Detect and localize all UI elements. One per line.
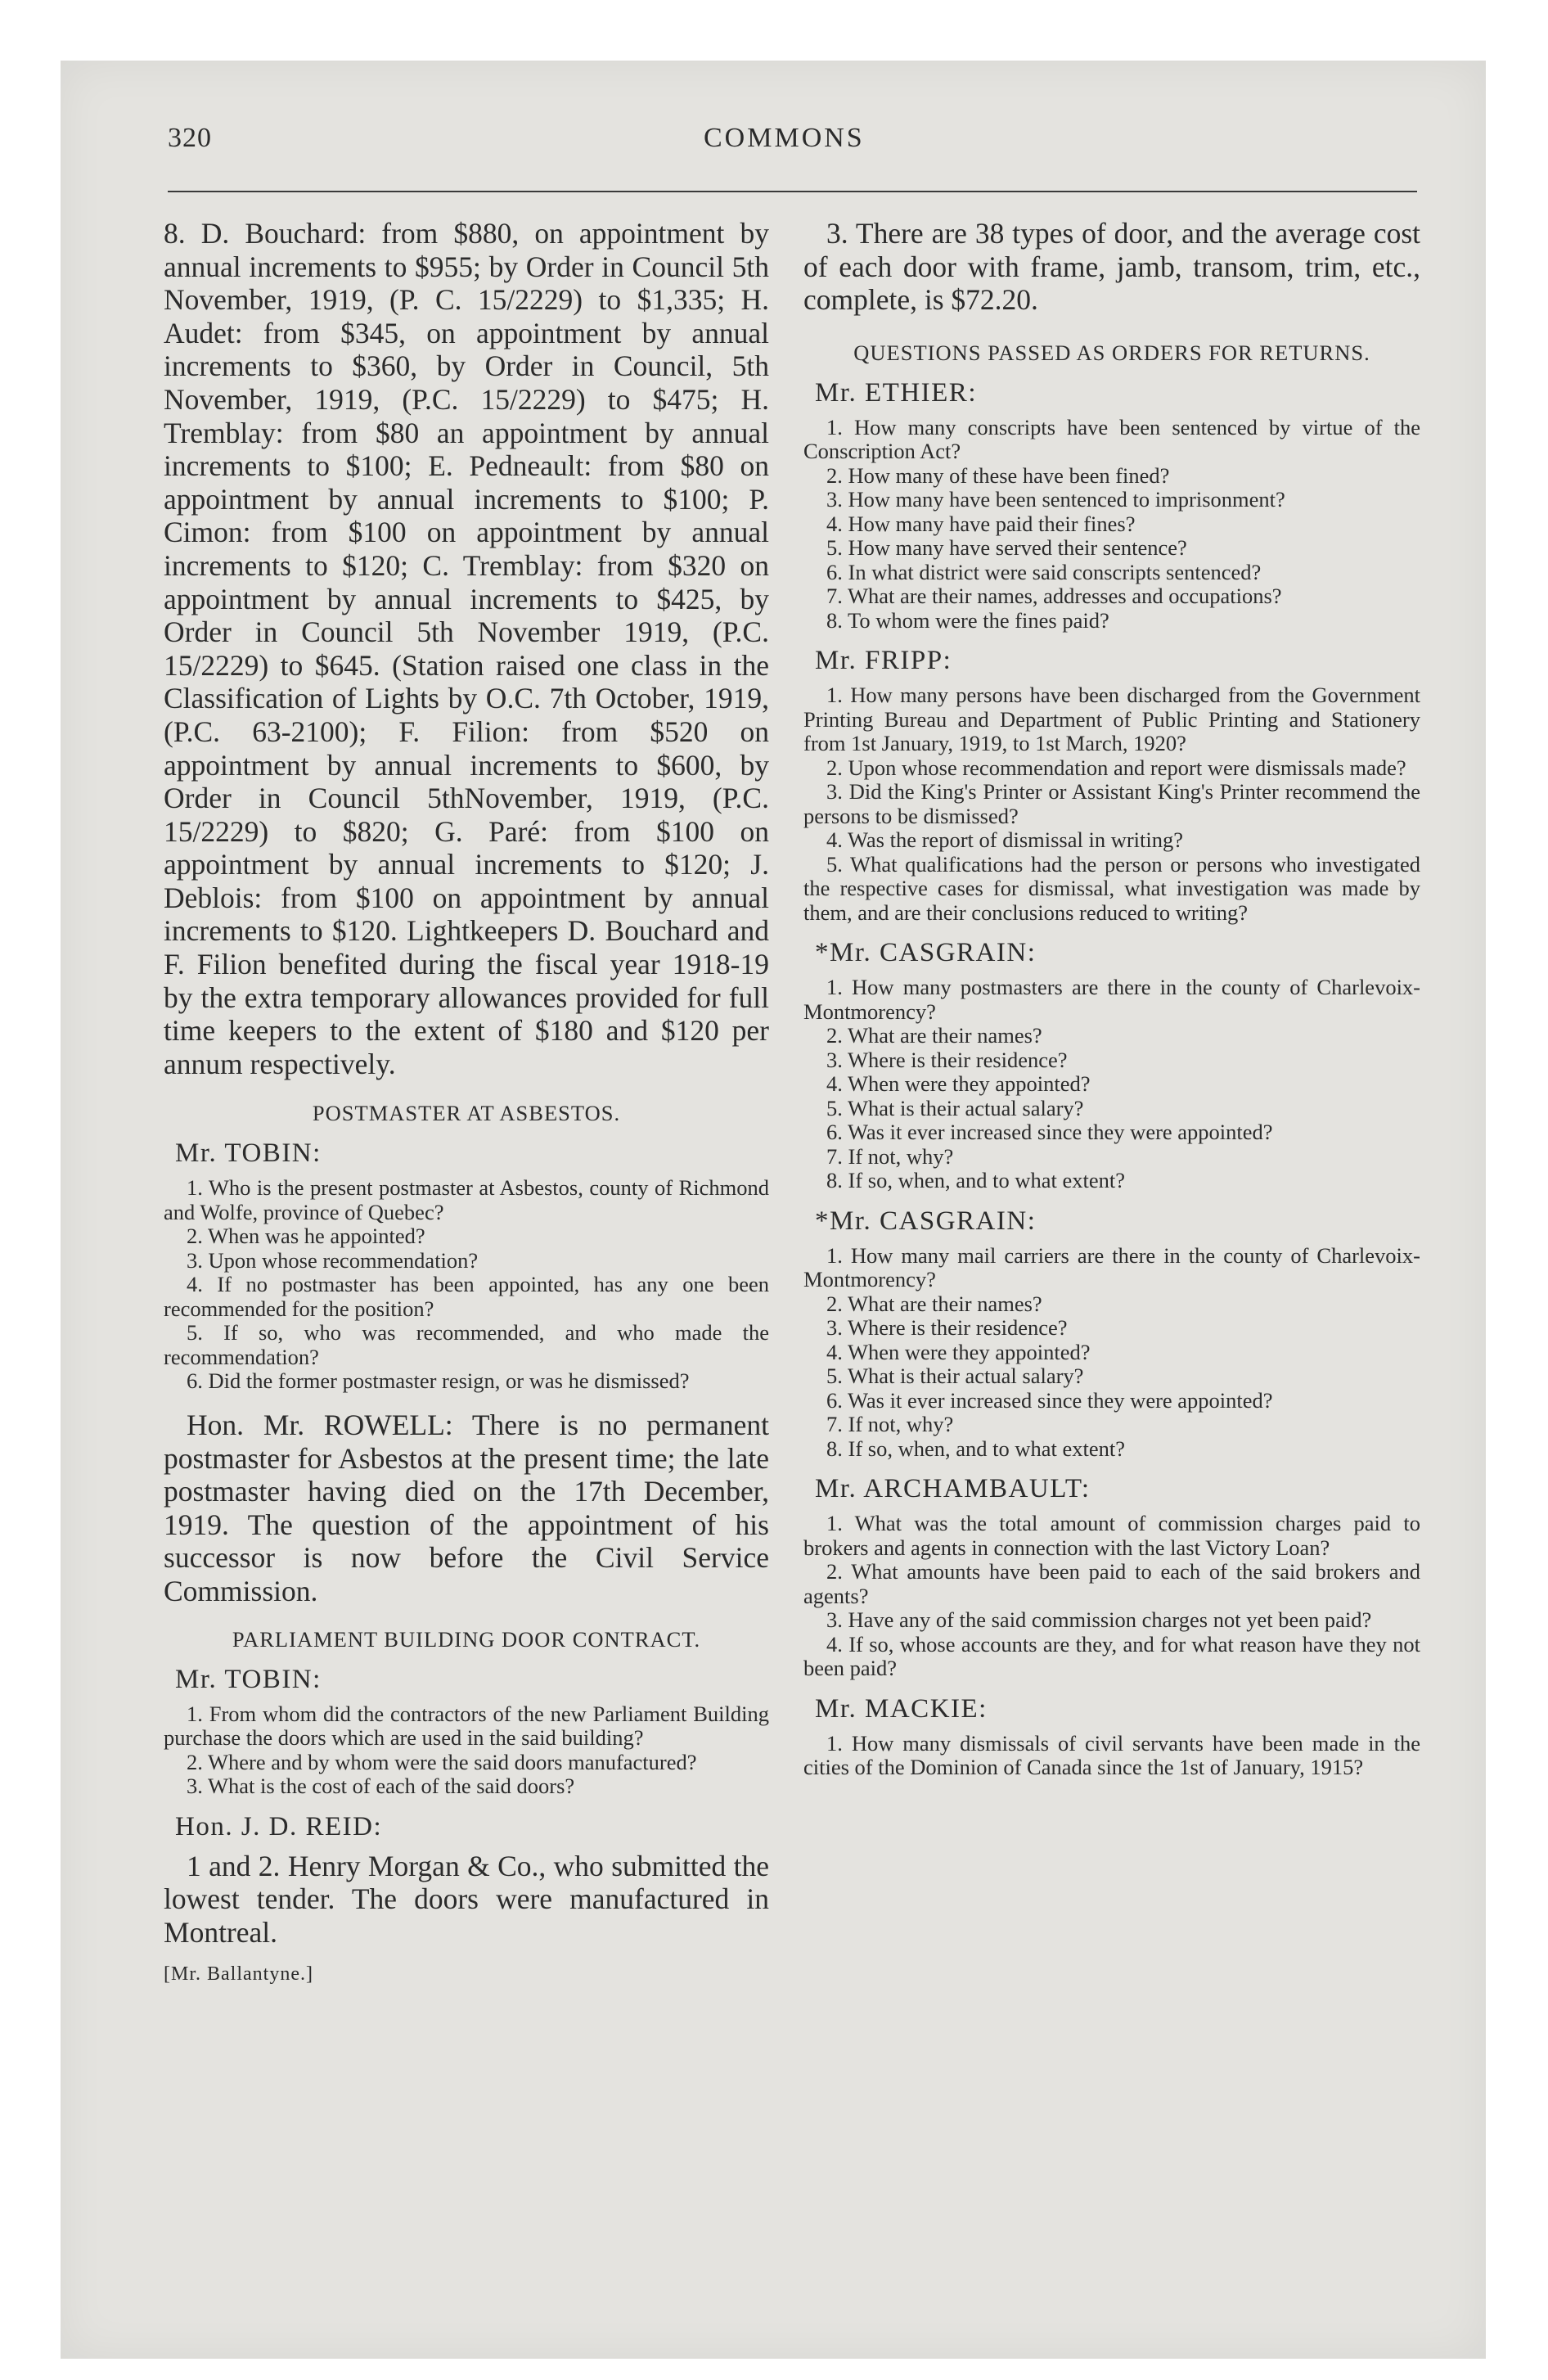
section-heading-door-contract: PARLIAMENT BUILDING DOOR CONTRACT. bbox=[232, 1626, 701, 1652]
speaker-tobin-2: Mr. TOBIN: bbox=[175, 1664, 322, 1694]
question: 1. What was the total amount of commission charges paid to brokers and agents in connection with the last Victory Loan? bbox=[803, 1511, 1420, 1560]
question: 3. Have any of the said commission charges not yet been paid? bbox=[826, 1607, 1372, 1633]
question: 2. How many of these have been fined? bbox=[826, 462, 1170, 488]
question: 8. If so, when, and to what extent? bbox=[826, 1168, 1126, 1193]
question-list-mackie bbox=[803, 1732, 1420, 1780]
question: 6. Was it ever increased since they were appointed? bbox=[826, 1120, 1273, 1145]
speaker-casgrain-2: *Mr. CASGRAIN: bbox=[815, 1206, 1037, 1236]
question: 5. What is their actual salary? bbox=[826, 1095, 1084, 1120]
question: 1. How many mail carriers are there in the county of Charlevoix-Montmorency? bbox=[803, 1242, 1420, 1292]
question: 2. What amounts have been paid to each of the said brokers and agents? bbox=[803, 1559, 1420, 1608]
question-list-doors bbox=[164, 1702, 769, 1799]
section-heading-orders-for-returns: QUESTIONS PASSED AS ORDERS FOR RETURNS. bbox=[853, 340, 1370, 365]
question: 3. How many have been sentenced to imprisonment? bbox=[826, 487, 1285, 512]
question: 3. Upon whose recommendation? bbox=[187, 1247, 479, 1273]
speaker-fripp: Mr. FRIPP: bbox=[815, 646, 952, 676]
question: 4. If no postmaster has been appointed, has any one been recommended for the position? bbox=[164, 1272, 769, 1321]
question: 5. What qualifications had the person or persons who investigated the respective cases for dismissal, what investigation was made by them, and are their conclusions reduced to writing? bbox=[803, 851, 1420, 925]
speaker-casgrain: *Mr. CASGRAIN: bbox=[815, 938, 1037, 968]
question-list-casgrain-carriers bbox=[803, 1244, 1420, 1462]
question: 2. What are their names? bbox=[826, 1291, 1042, 1316]
question: 7. If not, why? bbox=[826, 1412, 954, 1437]
question: 4. If so, whose accounts are they, and for what reason have they not been paid? bbox=[803, 1631, 1420, 1681]
question: 6. Did the former postmaster resign, or was he dismissed? bbox=[187, 1368, 690, 1394]
question: 7. What are their names, addresses and occupations? bbox=[826, 584, 1282, 609]
question: 1. How many conscripts have been sentenced by virtue of the Conscription Act? bbox=[803, 414, 1420, 464]
question: 8. If so, when, and to what extent? bbox=[826, 1436, 1126, 1461]
question: 1. How many persons have been discharged from the Government Printing Bureau and Department of Public Printing and Stationery from 1st January, 1919, to 1st March, 1920? bbox=[803, 683, 1420, 756]
question: 3. Where is their residence? bbox=[826, 1047, 1068, 1072]
speaker-ethier: Mr. ETHIER: bbox=[815, 377, 977, 408]
question: 2. When was he appointed? bbox=[187, 1224, 425, 1249]
question: 6. Was it ever increased since they were appointed? bbox=[826, 1387, 1273, 1413]
question: 4. When were they appointed? bbox=[826, 1339, 1091, 1364]
question: 6. In what district were said conscripts sentenced? bbox=[826, 559, 1262, 584]
question: 3. Where is their residence? bbox=[826, 1315, 1068, 1341]
question: 1. From whom did the contractors of the new Parliament Building purchase the doors which are used in the said building? bbox=[164, 1701, 769, 1750]
question: 5. What is their actual salary? bbox=[826, 1364, 1084, 1389]
section-heading-postmaster: POSTMASTER AT ASBESTOS. bbox=[312, 1101, 621, 1126]
question: 7. If not, why? bbox=[826, 1143, 954, 1169]
footer-speaker-note: [Mr. Ballantyne.] bbox=[164, 1963, 313, 1986]
salary-paragraph: 8. D. Bouchard: from $880, on appointment by annual increments to $955; by Order in Council 5th November, 1919, (P. C. 15/2229) to $1,335; H. Audet: from $345, on appointment by annual increments to $360, by Order in Council, 5th November, 1919, (P.C. 15/2229) to $475; H. Tremblay: from $80 an appointment by annual increments to $100; E. Pedneault: from $80 on appointment by annual increments to $100; P. Cimon: from $100 on appointment by annual increments to $120; C. Tremblay: from $320 on appointment by annual increments to $425, by Order in Council 5th November 1919, (P.C. 15/2229) to $645. (Station raised one class in the Classification of Lights by O.C. 7th October, 1919, (P.C. 63-2100); F. Filion: from $520 on appointment by annual increments to $600, by Order in Council 5thNovember, 1919, (P.C. 15/2229) to $820; G. Paré: from $100 on appointment by annual increments to $120; J. Deblois: from $100 on appointment by annual increments to $120. Lightkeepers D. Bouchard and F. Filion benefited during the fiscal year 1918-19 by the extra temporary allowances provided for full time keepers to the extent of $180 and $120 per annum respectively. bbox=[164, 217, 769, 1080]
question: 4. Was the report of dismissal in writing? bbox=[826, 827, 1184, 853]
question-list-casgrain-postmasters bbox=[803, 976, 1420, 1193]
question: 1. How many postmasters are there in the county of Charlevoix-Montmorency? bbox=[803, 975, 1420, 1024]
speaker-tobin: Mr. TOBIN: bbox=[175, 1138, 322, 1169]
question: 4. When were they appointed? bbox=[826, 1071, 1091, 1097]
question: 2. Upon whose recommendation and report were dismissals made? bbox=[826, 755, 1406, 780]
speaker-mackie: Mr. MACKIE: bbox=[815, 1693, 988, 1724]
answer-reid: 1 and 2. Henry Morgan & Co., who submitted the lowest tender. The doors were manufactured in Montreal. bbox=[164, 1849, 769, 1949]
question-list-archambault bbox=[803, 1512, 1420, 1681]
question-list-postmaster bbox=[164, 1176, 769, 1394]
question-list-ethier bbox=[803, 416, 1420, 633]
question: 3. What is the cost of each of the said doors? bbox=[187, 1774, 575, 1798]
running-title: COMMONS bbox=[704, 123, 865, 153]
right-column bbox=[803, 217, 1420, 1780]
question: 5. If so, who was recommended, and who made the recommendation? bbox=[164, 1320, 769, 1369]
speaker-reid: Hon. J. D. REID: bbox=[175, 1811, 383, 1841]
question: 2. What are their names? bbox=[826, 1023, 1042, 1048]
header-rule bbox=[168, 191, 1417, 192]
question: 3. Did the King's Printer or Assistant King's Printer recommend the persons to be dismissed? bbox=[803, 779, 1420, 828]
speaker-archambault: Mr. ARCHAMBAULT: bbox=[815, 1474, 1091, 1504]
question: 8. To whom were the fines paid? bbox=[826, 607, 1109, 633]
left-column bbox=[164, 217, 769, 1986]
question: 1. Who is the present postmaster at Asbestos, county of Richmond and Wolfe, province of Quebec? bbox=[164, 1175, 769, 1224]
door-cost-paragraph: 3. There are 38 types of door, and the average cost of each door with frame, jamb, transom, trim, etc., complete, is $72.20. bbox=[803, 217, 1420, 317]
page-header bbox=[168, 123, 1420, 164]
question: 5. How many have served their sentence? bbox=[826, 535, 1187, 561]
answer-rowell: Hon. Mr. ROWELL: There is no permanent postmaster for Asbestos at the present time; the late postmaster having died on the 17th December, 1919. The question of the appointment of his successor is now before the Civil Service Commission. bbox=[164, 1408, 769, 1607]
page-number: 320 bbox=[168, 123, 212, 153]
question: 1. How many dismissals of civil servants have been made in the cities of the Dominion of Canada since the 1st of January, 1915? bbox=[803, 1730, 1420, 1780]
question: 2. Where and by whom were the said doors manufactured? bbox=[187, 1749, 697, 1774]
question-list-fripp bbox=[803, 683, 1420, 925]
question: 4. How many have paid their fines? bbox=[826, 511, 1136, 536]
